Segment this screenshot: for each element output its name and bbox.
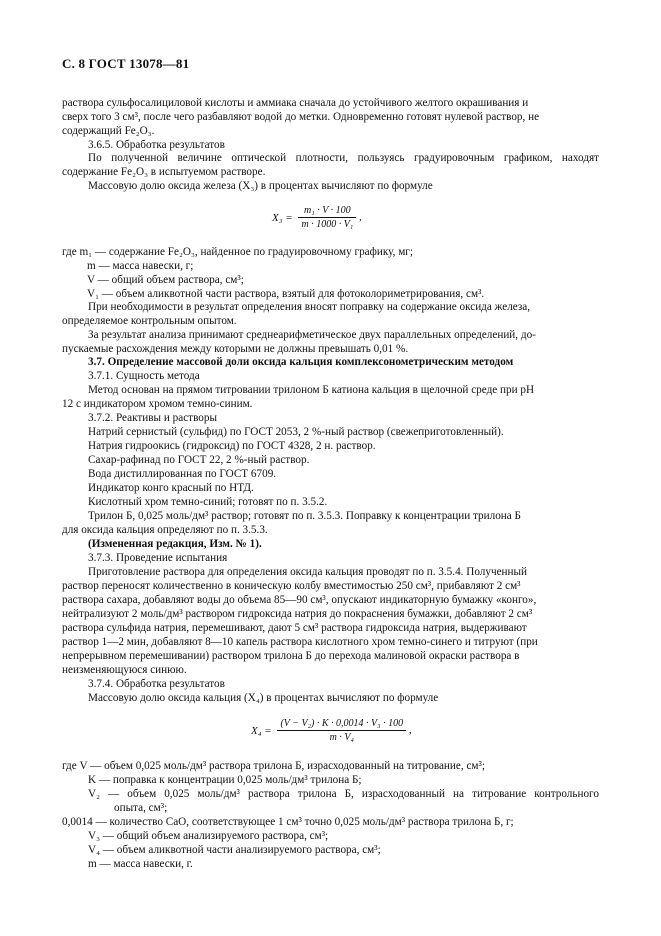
formula-denominator: m · V₄ — [329, 732, 354, 743]
text-line: неизменяющуюся синюю. — [62, 664, 187, 676]
formula-denominator: m · 1000 · V₁ — [301, 219, 354, 230]
definition-line: где V — объем 0,025 моль/дм³ раствора трилона Б, израсходованный на титрование, см³; — [62, 760, 485, 772]
section-heading-bold: 3.7. Определение массовой доли оксида кальция комплексонометрическим методом — [88, 356, 514, 368]
text-line: нейтрализуют 2 моль/дм³ раствором гидроксида натрия до покраснения бумажки, добавляют 2 см³ — [62, 608, 533, 620]
text-line: При необходимости в результат определения вносят поправку на содержание оксида железа, — [88, 301, 531, 313]
amendment-note: (Измененная редакция, Изм. № 1). — [88, 538, 262, 550]
definition-line: K — поправка к концентрации 0,025 моль/дм³ трилона Б; — [88, 774, 362, 786]
section-heading: 3.7.3. Проведение испытания — [88, 552, 228, 564]
formula-fraction — [277, 718, 406, 743]
text-line: определяемое контрольным опытом. — [62, 315, 237, 327]
text-line: раствор 1—2 мин, добавляют 8—10 капель раствора кислотного хром темно-синего и титруют (при — [62, 636, 538, 648]
page-header: С. 8 ГОСТ 13078—81 — [62, 56, 190, 71]
text-line: Массовую долю оксида железа (X₃) в процентах вычисляют по формуле — [88, 180, 433, 192]
formula-x3 — [272, 205, 362, 230]
section-heading: 3.7.4. Обработка результатов — [88, 678, 225, 690]
formula-fraction — [298, 205, 356, 230]
text-line: сверх того 3 см³, после чего разбавляют водой до метки. Одновременно готовят нулевой раствор, не — [62, 111, 540, 123]
definition-line: V₄ — объем аликвотной части анализируемого раствора, см³; — [88, 844, 381, 856]
definition-line: где m₁ — содержание Fe₂O₃, найденное по градуировочному графику, мг; — [62, 246, 413, 258]
definition-line: m — масса навески, г. — [88, 858, 193, 870]
formula-lhs: X₃ = — [272, 211, 293, 224]
section-heading: 3.7.1. Сущность метода — [88, 370, 200, 382]
definition-line: V — общий объем раствора, см³; — [87, 274, 244, 286]
definition-line: V₁ — объем аликвотной части раствора, взятый для фотоколориметрирования, см³. — [87, 288, 485, 300]
definition-line: V₂ — объем 0,025 моль/дм³ раствора трилона Б, израсходованный на титрование контрольного — [88, 788, 599, 800]
text-line: раствора сульфосалициловой кислоты и аммиака сначала до устойчивого желтого окрашивания и — [62, 97, 529, 109]
text-line: раствор переносят количественно в коническую колбу вместимостью 250 см³, прибавляют 2 см³ — [62, 580, 521, 592]
text-line: раствора сахара, добавляют воды до объема 85—90 см³, опускают индикаторную бумажку «конго», — [62, 594, 537, 606]
text-line: Вода дистиллированная по ГОСТ 6709. — [88, 468, 277, 480]
text-line: Натрий сернистый (сульфид) по ГОСТ 2053, 2 %-ный раствор (свежеприготовленный). — [88, 426, 504, 438]
text-line: для оксида кальция определяют по п. 3.5.3. — [62, 524, 268, 536]
text-line: раствора сульфида натрия, перемешивают, дают 5 см³ раствора гидроксида натрия, выдерживают — [62, 622, 527, 634]
text-line: Сахар-рафинад по ГОСТ 22, 2 %-ный раствор. — [88, 454, 310, 466]
formula-numerator: m₁ · V · 100 — [298, 205, 356, 218]
text-line: Натрия гидроокись (гидроксид) по ГОСТ 4328, 2 н. раствор. — [88, 440, 376, 452]
formula-tail: , — [359, 211, 362, 224]
section-heading: 3.6.5. Обработка результатов — [88, 139, 225, 151]
formula-lhs: X₄ = — [251, 724, 272, 737]
definition-line: опыта, см³; — [114, 802, 168, 814]
text-line: По полученной величине оптической плотности, пользуясь градуировочным графиком, находят — [88, 152, 600, 164]
text-line: содержащий Fe₂O₃. — [62, 125, 155, 137]
text-line: Кислотный хром темно-синий; готовят по п. 3.5.2. — [88, 496, 328, 508]
text-line: Индикатор конго красный по НТД. — [88, 482, 254, 494]
text-line: содержание Fe₂O₃ в испытуемом растворе. — [62, 166, 266, 178]
text-line: Метод основан на прямом титровании трилоном Б катиона кальция в щелочной среде при pH — [88, 384, 535, 396]
formula-x4 — [251, 718, 412, 743]
text-line: непрерывном перемешивании) раствором трилона Б до перехода малиновой окраски раствора в — [62, 650, 520, 662]
formula-numerator: (V − V₂) · K · 0,0014 · V₃ · 100 — [277, 718, 406, 731]
text-line: За результат анализа принимают среднеарифметическое двух параллельных определений, до- — [88, 329, 536, 341]
section-heading: 3.7.2. Реактивы и растворы — [88, 412, 217, 424]
formula-tail: , — [408, 724, 412, 737]
text-line: Приготовление раствора для определения оксида кальция проводят по п. 3.5.4. Полученный — [88, 566, 528, 578]
text-line: Трилон Б, 0,025 моль/дм³ раствор; готовят по п. 3.5.3. Поправку к концентрации трилона Б — [88, 510, 521, 522]
text-line: пускаемые расхождения между которыми не должны превышать 0,01 %. — [62, 343, 409, 355]
text-line: 12 с индикатором хромом темно-синим. — [62, 398, 253, 410]
definition-line: 0,0014 — количество CaO, соответствующее 1 см³ точно 0,025 моль/дм³ раствора трилона Б, г; — [62, 816, 514, 828]
definition-line: m — масса навески, г; — [87, 260, 194, 272]
text-line: Массовую долю оксида кальция (X₄) в процентах вычисляют по формуле — [88, 692, 439, 704]
definition-line: V₃ — общий объем анализируемого раствора, см³; — [88, 830, 329, 842]
